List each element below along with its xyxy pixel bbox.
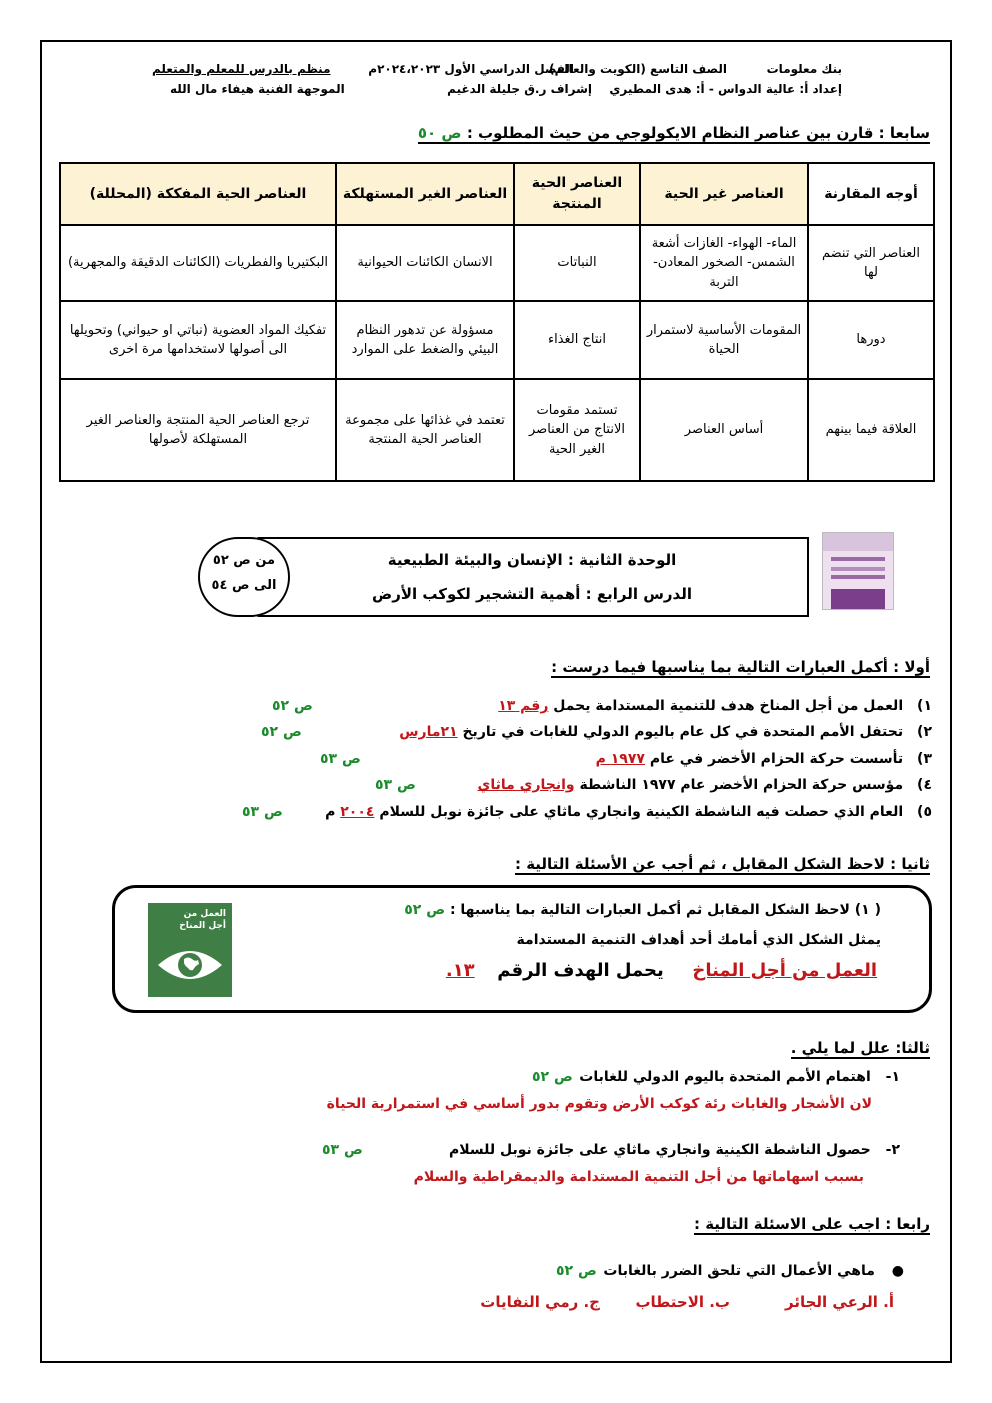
- comparison-table: [59, 162, 935, 482]
- table-row: [60, 379, 934, 481]
- table-cell: المقومات الأساسية لاستمرار الحياة: [640, 301, 808, 379]
- table-cell: البكتيريا والفطريات (الكائنات الدقيقة والمجهرية): [60, 225, 336, 301]
- unit-title: الوحدة الثانية : الإنسان والبيئة الطبيعية: [387, 551, 677, 569]
- bullet-icon: ●: [891, 1263, 904, 1279]
- q1-item: [325, 804, 932, 820]
- q1-item-page: ص ٥٢: [272, 698, 313, 714]
- q2-box: [112, 885, 932, 1013]
- q3-item-page: ص ٥٣: [322, 1142, 363, 1158]
- q1-item-number: ٣): [917, 751, 932, 767]
- q2-page: ص ٥٢: [404, 902, 446, 918]
- q3-item-text: حصول الناشطة الكينية وانجاري ماثاي على جائزة نوبل للسلام: [449, 1142, 871, 1158]
- q2-goal-number: ١٣.: [445, 960, 475, 981]
- q1-item-number: ٤): [917, 777, 932, 793]
- q4-question: [603, 1263, 904, 1279]
- q2-prompt-line: [404, 902, 881, 918]
- table-header: العناصر غير الحية: [640, 163, 808, 225]
- q1-item-number: ٢): [917, 724, 932, 740]
- table-row: [60, 225, 934, 301]
- page-range-from: من ص ٥٢: [212, 553, 276, 568]
- q2-answer-line: [446, 960, 877, 981]
- q1-item-text: مؤسس حركة الحزام الأخضر عام ١٩٧٧ الناشطة: [579, 777, 904, 793]
- q2-answer: العمل من أجل المناخ: [692, 960, 877, 981]
- header-prepared-by: إعداد أ: عالية الدواس - أ: هدى المطيري: [609, 82, 842, 96]
- table-header: العناصر الحية المفككة (المحللة): [60, 163, 336, 225]
- q1-item-number: ١): [917, 698, 932, 714]
- q1-item-text: العام الذي حصلت فيه الناشطة الكينية وانجاري ماثاي على جائزة نوبل للسلام: [379, 804, 904, 820]
- q2-goal-text: يحمل الهدف الرقم: [497, 960, 664, 981]
- q1-item-text: تحتفل الأمم المتحدة في كل عام باليوم الدولي للغابات في تاريخ: [462, 724, 904, 740]
- q3-item-number: ٢-: [885, 1142, 900, 1158]
- header-bank: بنك معلومات: [766, 62, 842, 76]
- header-grade: الصف التاسع (الكويت والعالم): [549, 62, 727, 76]
- page-range-badge: [198, 537, 290, 617]
- eye-globe-icon: [148, 903, 232, 997]
- q1-item-text: العمل من أجل المناخ هدف للتنمية المستدامة يحمل: [553, 698, 904, 714]
- q1-item-answer: ٢٠٠٤: [340, 804, 375, 820]
- table-header: العناصر الحية المنتجة: [514, 163, 640, 225]
- table-header-row: [60, 163, 934, 225]
- q1-item-number: ٥): [917, 804, 932, 820]
- q1-item-answer: ١٩٧٧ م: [595, 751, 645, 767]
- lesson-title: الدرس الرابع : أهمية التشجير لكوكب الأرض: [372, 585, 692, 603]
- table-cell: النباتات: [514, 225, 640, 301]
- q1-item: [399, 724, 932, 740]
- section7-title-text: سابعا : قارن بين عناصر النظام الايكولوجي من حيث المطلوب :: [466, 124, 930, 142]
- table-cell: الانسان الكائنات الحيوانية: [336, 225, 514, 301]
- header-supervision: إشراف ر.ق جليلة الدغيم: [447, 82, 592, 96]
- q1-item-answer: ٢١مارس: [399, 724, 458, 740]
- table-cell: أساس العناصر: [640, 379, 808, 481]
- unit-box: [255, 537, 809, 617]
- q3-item-page: ص ٥٢: [532, 1069, 573, 1085]
- q2-statement: يمثل الشكل الذي أمامك أحد أهداف التنمية المستدامة: [516, 932, 881, 948]
- q4-question-text: ماهي الأعمال التي تلحق الضرر بالغابات: [603, 1263, 875, 1279]
- q1-item: [478, 777, 933, 793]
- q3-item-number: ١-: [885, 1069, 900, 1085]
- table-cell: مسؤولة عن تدهور النظام البيئي والضغط على الموارد: [336, 301, 514, 379]
- q2-prompt: ( ١) لاحظ الشكل المقابل ثم أكمل العبارات التالية بما يناسبها :: [449, 902, 881, 918]
- q4-title: رابعا : اجب على الاسئلة التالية :: [693, 1215, 930, 1233]
- page-range-to: الى ص ٥٤: [211, 578, 277, 593]
- table-cell: دورها: [808, 301, 934, 379]
- section7-page: ص ٥٠: [417, 124, 462, 142]
- q1-item-page: ص ٥٣: [375, 777, 416, 793]
- table-header: أوجه المقارنة: [808, 163, 934, 225]
- table-cell: العناصر التي تنضم لها: [808, 225, 934, 301]
- table-cell: الماء- الهواء- الغازات أشعة الشمس- الصخور المعادن- التربة: [640, 225, 808, 301]
- climate-action-goal-icon: [148, 903, 232, 997]
- section7-title: [418, 124, 930, 144]
- q1-item-answer: رقم ١٣: [498, 698, 549, 714]
- q1-item-page: ص ٥٣: [320, 751, 361, 767]
- q2-title: ثانيا : لاحظ الشكل المقابل ، ثم أجب عن الأسئلة التالية :: [514, 855, 930, 873]
- q1-item-page: ص ٥٣: [242, 804, 283, 820]
- q1-title: أولا : أكمل العبارات التالية بما يناسبها فيما درست :: [551, 658, 930, 676]
- q3-title: ثالثا: علل لما يلي .: [790, 1039, 930, 1057]
- q1-item: [596, 751, 932, 767]
- table-cell: تعتمد في غذائها على مجموعة العناصر الحية المنتجة: [336, 379, 514, 481]
- q1-item-answer: وانجاري ماثاي: [477, 777, 575, 793]
- header-term: الفصل الدراسي الأول ٢٠٢٤،٢٠٢٣م: [368, 62, 574, 76]
- q3-item: [579, 1069, 900, 1085]
- q4-answer: أ. الرعي الجائر: [785, 1293, 894, 1311]
- header-supervisor: الموجهة الفنية هيفاء مال الله: [170, 82, 345, 96]
- q3-item: [449, 1142, 900, 1158]
- table-cell: العلاقة فيما بينهم: [808, 379, 934, 481]
- table-row: [60, 301, 934, 379]
- q1-item-suffix: م: [325, 804, 336, 820]
- table-header: العناصر الغير المستهلكة: [336, 163, 514, 225]
- q1-item-page: ص ٥٢: [261, 724, 302, 740]
- q4-page: ص ٥٢: [556, 1263, 597, 1279]
- q1-item: [498, 698, 932, 714]
- header-organizer: منظم بالدرس للمعلم والمتعلم: [152, 62, 331, 76]
- table-cell: انتاج الغذاء: [514, 301, 640, 379]
- book-cover-icon: [822, 532, 894, 610]
- table-cell: تستمد مقومات الانتاج من العناصر الغير الحية: [514, 379, 640, 481]
- q4-answer: ب. الاحتطاب: [635, 1293, 730, 1311]
- q3-item-answer: بسبب اسهاماتها من أجل التنمية المستدامة والديمقراطية والسلام: [413, 1169, 864, 1185]
- q3-item-answer: لان الأشجار والغابات رئة كوكب الأرض وتقوم بدور أساسي في استمرارية الحياة: [326, 1096, 872, 1112]
- q4-answer: ج. رمي النفايات: [480, 1293, 600, 1311]
- q3-item-text: اهتمام الأمم المتحدة باليوم الدولي للغابات: [579, 1069, 871, 1085]
- table-cell: تفكيك المواد العضوية (نباتي او حيواني) وتحويلها الى أصولها لاستخدامها مرة اخرى: [60, 301, 336, 379]
- goal-icon-label: العمل من أجل المناخ: [179, 909, 226, 931]
- q1-item-text: تأسست حركة الحزام الأخضر في عام: [649, 751, 904, 767]
- table-cell: ترجع العناصر الحية المنتجة والعناصر الغير المستهلكة لأصولها: [60, 379, 336, 481]
